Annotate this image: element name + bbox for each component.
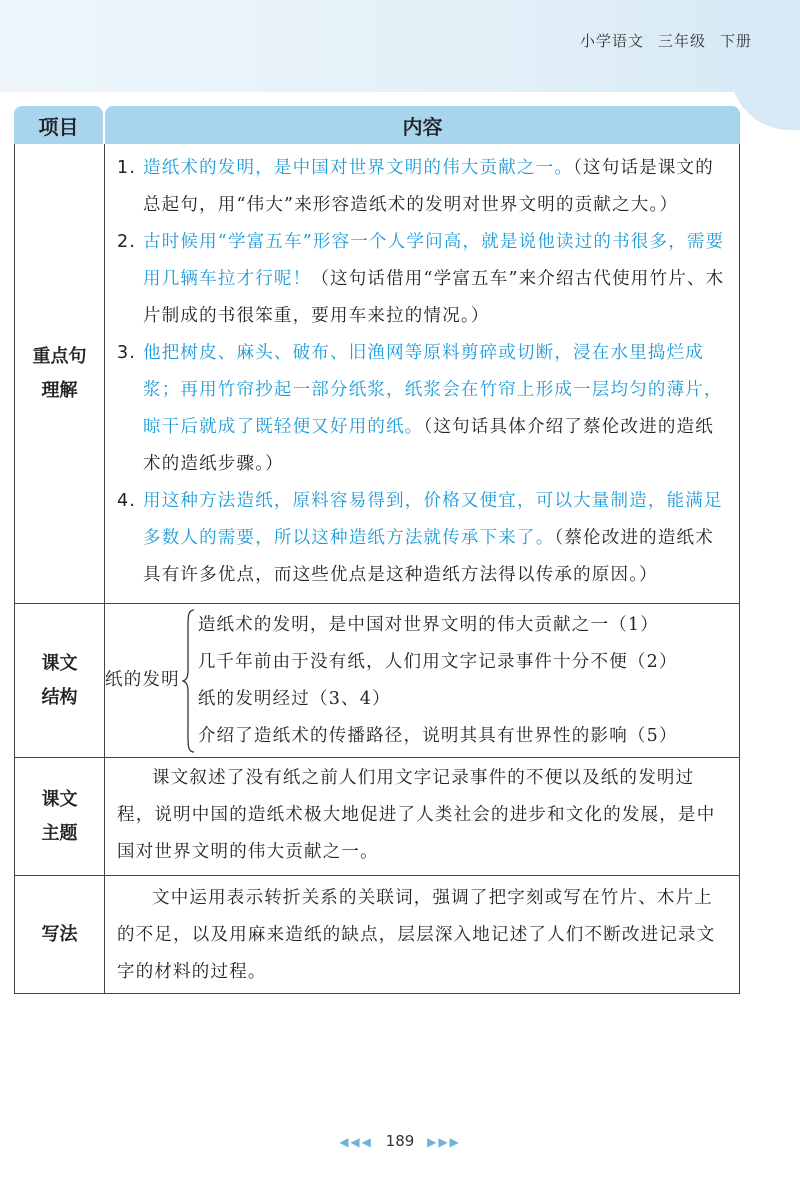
row-label-theme xyxy=(15,758,105,875)
key-sentences-content xyxy=(105,144,739,603)
structure-root: 纸的发明 xyxy=(105,670,180,690)
volume-label: 下册 xyxy=(719,32,752,50)
label-line: 主题 xyxy=(41,822,78,844)
explanation: （这句话借用“学富五车”来介绍古代使用竹片、木片制成的书很笨重，要用车来拉的情况。） xyxy=(143,269,725,326)
writing-text: 文中运用表示转折关系的关联词，强调了把字刻或写在竹片、木片上的不足，以及用麻来造纸的缺点，层层深入地记述了人们不断改进记录文字的材料的过程。 xyxy=(117,888,716,982)
label-line: 重点句 xyxy=(32,345,87,367)
item-number: 1. xyxy=(117,158,137,178)
book-label xyxy=(580,30,752,51)
label-line: 课文 xyxy=(41,652,78,674)
row-theme xyxy=(14,758,740,876)
explanation: （这句话具体介绍了蔡伦改进的造纸术的造纸步骤。） xyxy=(143,417,714,474)
label-line: 写法 xyxy=(41,923,78,945)
structure-item: 介绍了造纸术的传播路径，说明其具有世界性的影响（5） xyxy=(197,725,678,746)
structure-item: 纸的发明经过（3、4） xyxy=(197,688,391,709)
summary-table xyxy=(14,106,740,994)
item-number: 4. xyxy=(117,491,137,511)
column-header-item: 项目 xyxy=(14,106,103,144)
arrow-right-icon: ▶▶▶ xyxy=(427,1135,461,1149)
row-label-structure xyxy=(15,604,105,757)
structure-item: 几千年前由于没有纸，人们用文字记录事件十分不便（2） xyxy=(197,651,678,672)
structure-item: 造纸术的发明，是中国对世界文明的伟大贡献之一（1） xyxy=(197,614,659,635)
explanation: （这句话是课文的总起句，用“伟大”来形容造纸术的发明对世界文明的贡献之大。） xyxy=(143,158,714,215)
table-header xyxy=(14,106,740,144)
page-number: 189 xyxy=(385,1132,415,1150)
page-footer xyxy=(0,1132,800,1150)
row-key-sentences xyxy=(14,144,740,604)
theme-text: 课文叙述了没有纸之前人们用文字记录事件的不便以及纸的发明过程，说明中国的造纸术极大地促进了人类社会的进步和文化的发展，是中国对世界文明的伟大贡献之一。 xyxy=(117,768,716,862)
quoted-sentence: 造纸术的发明，是中国对世界文明的伟大贡献之一。 xyxy=(143,158,574,178)
item-number: 3. xyxy=(117,343,137,363)
key-sentence-item xyxy=(117,224,729,335)
key-sentence-item xyxy=(117,335,729,483)
quoted-sentence: 他把树皮、麻头、破布、旧渔网等原料剪碎或切断，浸在水里捣烂成浆；再用竹帘抄起一部分纸浆，纸浆会在竹帘上形成一层均匀的薄片，晾干后就成了既轻便又好用的纸。 xyxy=(143,343,723,437)
key-sentence-item xyxy=(117,483,729,594)
label-line: 理解 xyxy=(41,379,78,401)
column-header-content: 内容 xyxy=(105,106,740,144)
row-label-key-sentences xyxy=(15,144,105,603)
label-line: 课文 xyxy=(41,788,78,810)
quoted-sentence: 古时候用“学富五车”形容一个人学问高，就是说他读过的书很多，需要用几辆车拉才行呢！ xyxy=(143,232,725,289)
quoted-sentence: 用这种方法造纸，原料容易得到，价格又便宜，可以大量制造，能满足多数人的需要，所以这种造纸方法就传承下来了。 xyxy=(143,491,723,548)
arrow-left-icon: ◀◀◀ xyxy=(339,1135,373,1149)
row-writing xyxy=(14,876,740,994)
structure-content xyxy=(105,604,739,757)
subject-label: 小学语文 xyxy=(579,32,644,50)
brace-icon xyxy=(182,608,196,754)
header-band-curve xyxy=(730,40,800,130)
grade-label: 三年级 xyxy=(657,32,706,50)
item-number: 2. xyxy=(117,232,137,252)
label-line: 结构 xyxy=(41,686,78,708)
structure-items xyxy=(198,607,678,755)
row-structure xyxy=(14,604,740,758)
row-label-writing xyxy=(15,876,105,993)
key-sentence-item xyxy=(117,150,729,224)
explanation: （蔡伦改进的造纸术具有许多优点，而这些优点是这种造纸方法得以传承的原因。） xyxy=(143,528,714,585)
